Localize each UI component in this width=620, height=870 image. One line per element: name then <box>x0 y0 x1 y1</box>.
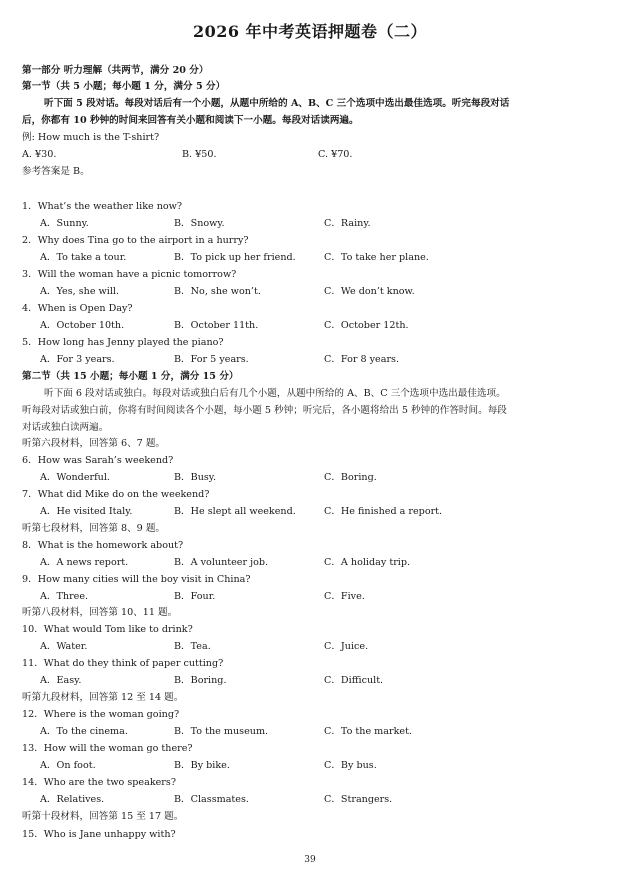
question-9: 9．How many cities will the boy visit in China? <box>22 574 251 585</box>
group-8-instruction: 听第八段材料，回答第 10、11 题。 <box>22 607 178 618</box>
option-b: B．Four. <box>174 591 216 602</box>
section1-heading: 第一节（共 5 小题；每小题 1 分，满分 5 分） <box>22 81 226 92</box>
option-a: A．Yes, she will. <box>40 286 120 297</box>
example-answer: 参考答案是 B。 <box>22 166 90 177</box>
question-5: 5．How long has Jenny played the piano? <box>22 337 224 348</box>
option-c: C．Juice. <box>324 641 369 652</box>
page-title: 2026 年中考英语押题卷（二） <box>192 22 428 41</box>
option-c: C．Strangers. <box>324 794 393 805</box>
option-a: A．Wonderful. <box>40 472 110 483</box>
option-a: A．A news report. <box>40 557 129 568</box>
question-12: 12．Where is the woman going? <box>22 709 180 720</box>
option-b: B．October 11th. <box>174 320 259 331</box>
section1-instructions-line2: 后，你都有 10 秒钟的时间来回答有关小题和阅读下一小题。每段对话读两遍。 <box>22 115 359 126</box>
option-b: B．By bike. <box>174 760 230 771</box>
option-a: A．Water. <box>40 641 88 652</box>
option-b: B．No, she won’t. <box>174 286 261 297</box>
option-b: B．Busy. <box>174 472 216 483</box>
section2-instructions-line1: 听下面 6 段对话或独白。每段对话或独白后有几个小题，从题中所给的 A、B、C 三个选项中选出最佳选项。 <box>44 388 506 399</box>
group-6-instruction: 听第六段材料，回答第 6、7 题。 <box>22 438 166 449</box>
example-question: 例: How much is the T-shirt? <box>22 132 160 143</box>
question-13: 13．How will the woman go there? <box>22 743 193 754</box>
section2-instructions-line3: 对话或独白读两遍。 <box>22 422 109 433</box>
option-a: A．To take a tour. <box>40 252 127 263</box>
option-b: B．A volunteer job. <box>174 557 269 568</box>
option-a: A．Sunny. <box>40 218 89 229</box>
option-b: B．Boring. <box>174 675 227 686</box>
option-a: A．October 10th. <box>40 320 125 331</box>
option-a: A．Relatives. <box>40 794 105 805</box>
question-3: 3．Will the woman have a picnic tomorrow? <box>22 269 237 280</box>
option-c: C．For 8 years. <box>324 354 400 365</box>
group-9-instruction: 听第九段材料，回答第 12 至 14 题。 <box>22 692 184 703</box>
option-b: B．He slept all weekend. <box>174 506 296 517</box>
question-11: 11．What do they think of paper cutting? <box>22 658 224 669</box>
group-10-instruction: 听第十段材料，回答第 15 至 17 题。 <box>22 811 184 822</box>
option-c: C．Five. <box>324 591 365 602</box>
group-7-instruction: 听第七段材料，回答第 8、9 题。 <box>22 523 166 534</box>
option-a: A．He visited Italy. <box>40 506 133 517</box>
option-c: C．Difficult. <box>324 675 384 686</box>
question-6: 6．How was Sarah’s weekend? <box>22 455 174 466</box>
section2-heading: 第二节（共 15 小题；每小题 1 分，满分 15 分） <box>22 371 239 382</box>
example-option-c: C. ¥70. <box>318 149 353 160</box>
option-a: A．On foot. <box>40 760 96 771</box>
page-number: 39 <box>304 855 316 865</box>
question-2: 2．Why does Tina go to the airport in a hurry? <box>22 235 249 246</box>
option-b: B．For 5 years. <box>174 354 249 365</box>
question-15: 15．Who is Jane unhappy with? <box>22 829 176 840</box>
option-b: B．Classmates. <box>174 794 249 805</box>
option-c: C．A holiday trip. <box>324 557 411 568</box>
example-option-a: A. ¥30. <box>22 149 57 160</box>
section1-instructions-line1: 听下面 5 段对话。每段对话后有一个小题，从题中所给的 A、B、C 三个选项中选出最佳选项。听完每段对话 <box>44 98 510 109</box>
option-a: A．Three. <box>40 591 89 602</box>
example-option-b: B. ¥50. <box>182 149 217 160</box>
option-a: A．Easy. <box>40 675 82 686</box>
option-b: B．To pick up her friend. <box>174 252 296 263</box>
option-c: C．We don’t know. <box>324 286 415 297</box>
option-c: C．Rainy. <box>324 218 371 229</box>
question-8: 8．What is the homework about? <box>22 540 184 551</box>
question-4: 4．When is Open Day? <box>22 303 133 314</box>
section2-instructions-line2: 听每段对话或独白前，你将有时间阅读各个小题，每小题 5 秒钟；听完后，各小题将给出 5 秒钟的作答时间。每段 <box>22 405 507 416</box>
option-c: C．To take her plane. <box>324 252 429 263</box>
option-c: C．By bus. <box>324 760 377 771</box>
part1-heading: 第一部分 听力理解（共两节，满分 20 分） <box>22 65 209 76</box>
option-a: A．For 3 years. <box>40 354 115 365</box>
question-10: 10．What would Tom like to drink? <box>22 624 193 635</box>
option-b: B．Snowy. <box>174 218 225 229</box>
option-a: A．To the cinema. <box>40 726 128 737</box>
option-c: C．He finished a report. <box>324 506 443 517</box>
option-b: B．To the museum. <box>174 726 269 737</box>
option-c: C．October 12th. <box>324 320 409 331</box>
option-c: C．To the market. <box>324 726 412 737</box>
option-b: B．Tea. <box>174 641 211 652</box>
question-14: 14．Who are the two speakers? <box>22 777 176 788</box>
option-c: C．Boring. <box>324 472 377 483</box>
question-1: 1．What’s the weather like now? <box>22 201 183 212</box>
question-7: 7．What did Mike do on the weekend? <box>22 489 210 500</box>
